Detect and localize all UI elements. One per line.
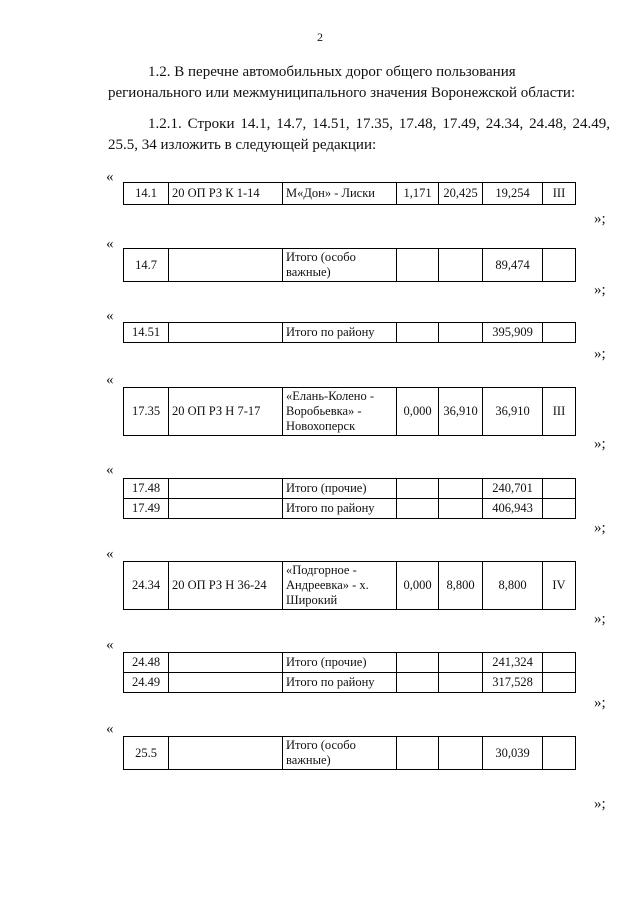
start-km-cell (397, 249, 439, 282)
end-km-cell (439, 673, 483, 693)
category-cell: IV (543, 562, 576, 610)
length-cell: 19,254 (483, 183, 543, 205)
road-name-cell: Итого по району (283, 673, 397, 693)
category-cell (543, 323, 576, 343)
length-cell: 395,909 (483, 323, 543, 343)
row-number-cell: 17.49 (124, 499, 169, 519)
end-km-cell: 8,800 (439, 562, 483, 610)
start-km-cell (397, 499, 439, 519)
row-number-cell: 24.49 (124, 673, 169, 693)
road-code-cell: 20 ОП РЗ Н 7-17 (169, 388, 283, 436)
road-table-block-3 (123, 387, 576, 436)
road-name-cell: Итого по району (283, 499, 397, 519)
table-row (124, 388, 576, 436)
close-quote: »; (594, 695, 606, 711)
start-km-cell: 1,171 (397, 183, 439, 205)
row-number-cell: 17.35 (124, 388, 169, 436)
table-row (124, 673, 576, 693)
open-quote: « (106, 372, 114, 388)
row-number-cell: 24.34 (124, 562, 169, 610)
road-name-cell: «Подгорное - Андреевка» - х. Широкий (283, 562, 397, 610)
road-code-cell: 20 ОП РЗ Н 36-24 (169, 562, 283, 610)
page-number: 2 (317, 30, 323, 44)
row-number-cell: 17.48 (124, 479, 169, 499)
close-quote: »; (594, 211, 606, 227)
road-code-cell (169, 653, 283, 673)
open-quote: « (106, 546, 114, 562)
road-name-cell: «Елань-Колено - Воробьевка» - Новохоперск (283, 388, 397, 436)
length-cell: 30,039 (483, 737, 543, 770)
category-cell: III (543, 183, 576, 205)
row-number-cell: 25.5 (124, 737, 169, 770)
start-km-cell (397, 737, 439, 770)
open-quote: « (106, 169, 114, 185)
start-km-cell (397, 673, 439, 693)
close-quote: »; (594, 520, 606, 536)
row-number-cell: 14.51 (124, 323, 169, 343)
start-km-cell: 0,000 (397, 562, 439, 610)
open-quote: « (106, 637, 114, 653)
category-cell (543, 499, 576, 519)
road-name-cell: Итого (особо важные) (283, 249, 397, 282)
length-cell: 89,474 (483, 249, 543, 282)
category-cell (543, 673, 576, 693)
table-row (124, 183, 576, 205)
road-name-cell: Итого (прочие) (283, 653, 397, 673)
road-code-cell (169, 479, 283, 499)
road-code-cell: 20 ОП РЗ К 1-14 (169, 183, 283, 205)
start-km-cell (397, 479, 439, 499)
close-quote: »; (594, 796, 606, 812)
end-km-cell (439, 249, 483, 282)
paragraph-1-2-1: 1.2.1. Строки 14.1, 14.7, 14.51, 17.35, 17.48, 17.49, 24.34, 24.48, 24.49, 25.5, 34 изложить в следующей редакции: (108, 116, 610, 153)
category-cell (543, 737, 576, 770)
road-name-cell: М«Дон» - Лиски (283, 183, 397, 205)
length-cell: 8,800 (483, 562, 543, 610)
open-quote: « (106, 721, 114, 737)
road-table-block-7 (123, 736, 576, 770)
close-quote: »; (594, 611, 606, 627)
end-km-cell (439, 499, 483, 519)
table-row (124, 479, 576, 499)
end-km-cell (439, 653, 483, 673)
length-cell: 317,528 (483, 673, 543, 693)
road-name-cell: Итого по району (283, 323, 397, 343)
end-km-cell: 36,910 (439, 388, 483, 436)
road-table-block-0 (123, 182, 576, 205)
end-km-cell (439, 737, 483, 770)
open-quote: « (106, 236, 114, 252)
table-row (124, 737, 576, 770)
road-table-block-6 (123, 652, 576, 693)
start-km-cell: 0,000 (397, 388, 439, 436)
table-row (124, 323, 576, 343)
table-row (124, 562, 576, 610)
table-row (124, 249, 576, 282)
open-quote: « (106, 462, 114, 478)
length-cell: 240,701 (483, 479, 543, 499)
row-number-cell: 24.48 (124, 653, 169, 673)
table-row (124, 499, 576, 519)
category-cell (543, 479, 576, 499)
close-quote: »; (594, 346, 606, 362)
end-km-cell: 20,425 (439, 183, 483, 205)
category-cell (543, 249, 576, 282)
road-code-cell (169, 249, 283, 282)
length-cell: 241,324 (483, 653, 543, 673)
length-cell: 406,943 (483, 499, 543, 519)
road-code-cell (169, 673, 283, 693)
end-km-cell (439, 479, 483, 499)
row-number-cell: 14.1 (124, 183, 169, 205)
start-km-cell (397, 653, 439, 673)
road-table-block-5 (123, 561, 576, 610)
open-quote: « (106, 308, 114, 324)
category-cell (543, 653, 576, 673)
road-code-cell (169, 499, 283, 519)
length-cell: 36,910 (483, 388, 543, 436)
category-cell: III (543, 388, 576, 436)
table-row (124, 653, 576, 673)
end-km-cell (439, 323, 483, 343)
paragraph-1-2: 1.2. В перечне автомобильных дорог общего пользования регионального или межмуниципального значения Воронежской области: (108, 64, 576, 101)
close-quote: »; (594, 436, 606, 452)
road-table-block-4 (123, 478, 576, 519)
close-quote: »; (594, 282, 606, 298)
road-table-block-1 (123, 248, 576, 282)
road-code-cell (169, 323, 283, 343)
start-km-cell (397, 323, 439, 343)
row-number-cell: 14.7 (124, 249, 169, 282)
road-name-cell: Итого (особо важные) (283, 737, 397, 770)
road-table-block-2 (123, 322, 576, 343)
road-name-cell: Итого (прочие) (283, 479, 397, 499)
road-code-cell (169, 737, 283, 770)
